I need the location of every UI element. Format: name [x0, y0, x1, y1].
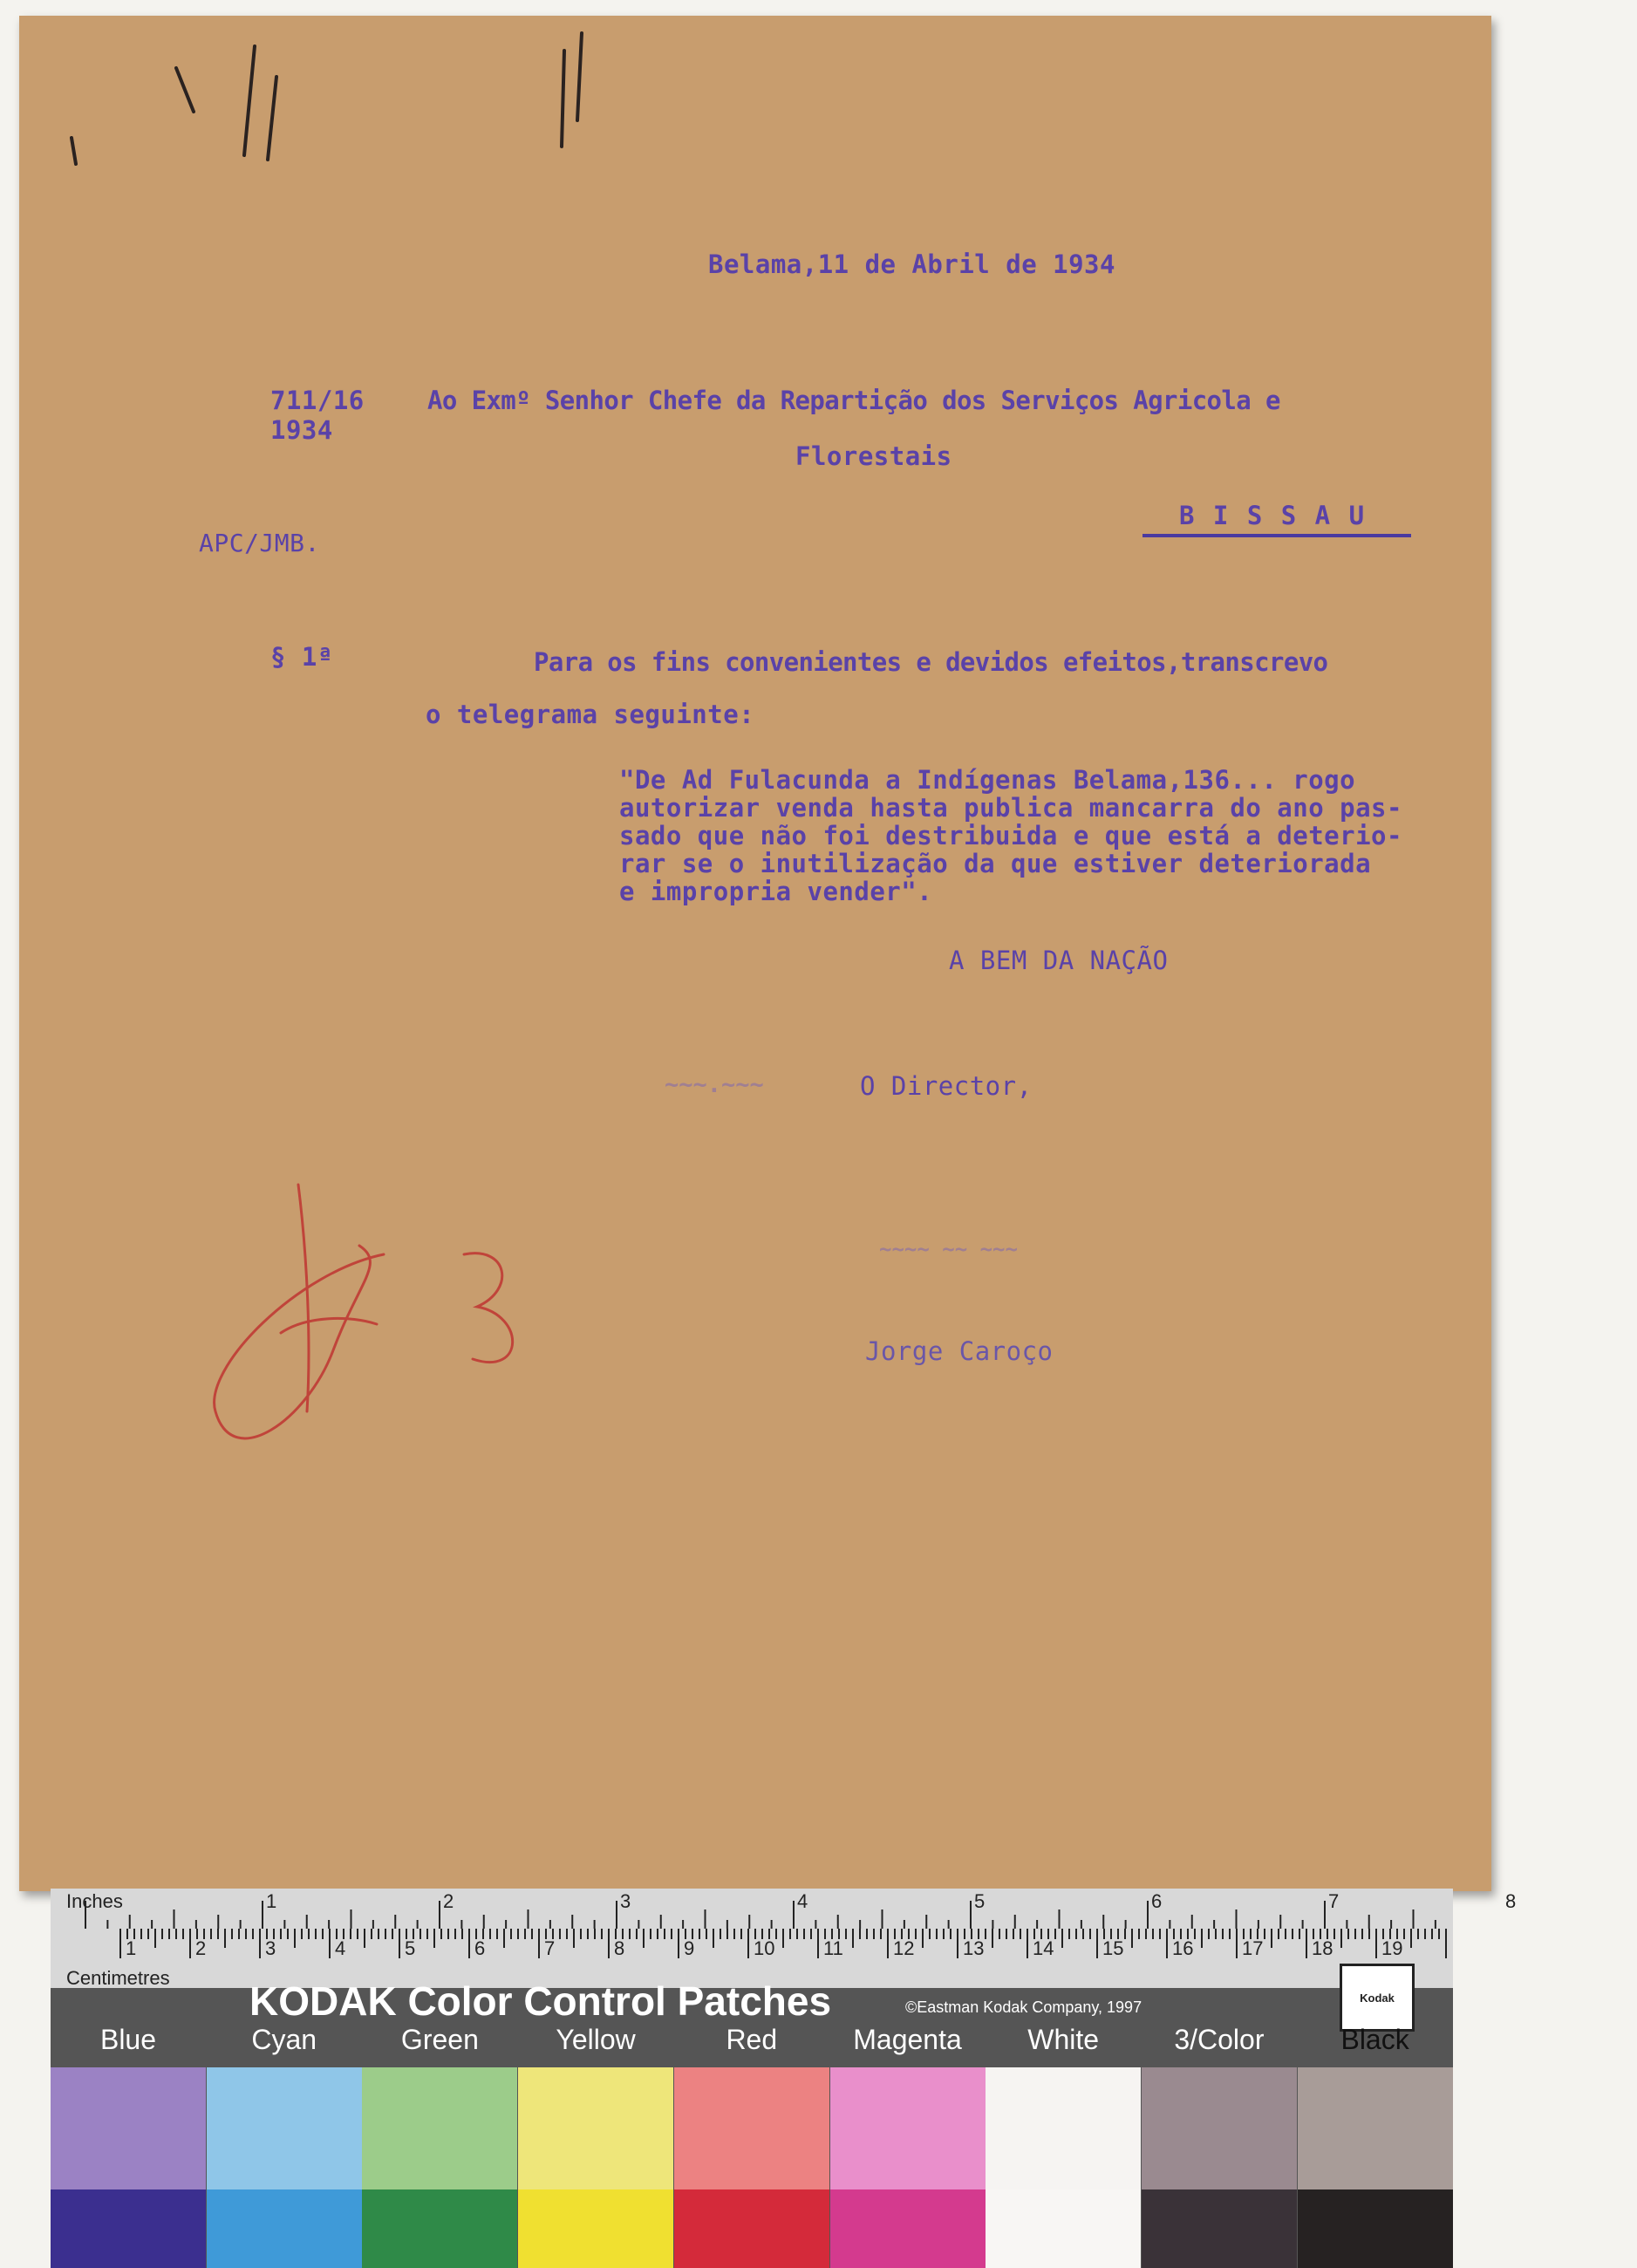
section-mark: § 1ª — [270, 642, 333, 672]
inch-ruler — [51, 1889, 1517, 1930]
cm-number: 1 — [126, 1937, 137, 1959]
cm-number: 18 — [1312, 1937, 1333, 1959]
color-patch-dark — [207, 2189, 362, 2268]
cm-number: 4 — [335, 1937, 346, 1959]
color-patch-light — [830, 2067, 986, 2189]
inch-number: 7 — [1328, 1890, 1340, 1912]
color-patch-dark — [518, 2189, 673, 2268]
color-patch-light — [51, 2067, 206, 2189]
patch-label: Cyan — [251, 2024, 317, 2055]
reference-year: 1934 — [270, 415, 333, 445]
kodak-copyright: ©Eastman Kodak Company, 1997 — [905, 1998, 1142, 2016]
color-patch-dark — [1298, 2189, 1453, 2268]
kodak-logo: Kodak — [1340, 1964, 1415, 2032]
paragraph-line-1: Para os fins convenientes e devidos efeitos,transcrevo — [534, 647, 1328, 677]
inch-number: 3 — [620, 1890, 631, 1912]
destination: B I S S A U — [1179, 501, 1367, 530]
reference-number: 711/16 — [270, 386, 365, 415]
centimetres-label: Centimetres — [66, 1967, 170, 1989]
color-patch-dark — [51, 2189, 206, 2268]
color-patch-light — [518, 2067, 673, 2189]
inch-number: 6 — [1151, 1890, 1163, 1912]
cm-number: 12 — [893, 1937, 915, 1959]
color-patch-light — [674, 2067, 829, 2189]
cm-number: 8 — [614, 1937, 625, 1959]
director-title: O Director, — [860, 1071, 1033, 1101]
color-patch-dark — [362, 2189, 517, 2268]
cm-number: 19 — [1381, 1937, 1403, 1959]
telegram-line-4: rar se o inutilização da que estiver deteriorada — [619, 849, 1372, 878]
handwritten-marks — [19, 16, 1491, 1891]
cm-number: 3 — [265, 1937, 276, 1959]
patch-label: 3/Color — [1174, 2024, 1265, 2055]
recipient-line-2: Florestais — [795, 441, 952, 471]
cm-number: 6 — [474, 1937, 486, 1959]
color-patch-dark — [674, 2189, 829, 2268]
patch-label: Magenta — [853, 2024, 962, 2055]
color-patch-light — [362, 2067, 517, 2189]
faint-stamp-text: ~~~.~~~ — [665, 1071, 764, 1098]
cm-number: 5 — [405, 1937, 416, 1959]
color-patch-dark — [830, 2189, 986, 2268]
cm-number: 16 — [1172, 1937, 1194, 1959]
red-pencil-mark — [215, 1185, 513, 1438]
faint-signature-text: ~~~~ ~~ ~~~ — [879, 1237, 1018, 1261]
inches-label: Inches — [66, 1890, 123, 1912]
patch-label: Blue — [99, 2024, 157, 2055]
inch-number: 4 — [797, 1890, 808, 1912]
color-patch-dark — [1142, 2189, 1297, 2268]
top-pencil-marks — [72, 33, 582, 164]
color-patch-light — [1142, 2067, 1297, 2189]
telegram-line-1: "De Ad Fulacunda a Indígenas Belama,136... rogo — [619, 765, 1356, 795]
kodak-title: KODAK Color Control Patches — [249, 1978, 832, 2024]
color-patch-light — [207, 2067, 362, 2189]
signature-name: Jorge Caroço — [865, 1336, 1054, 1366]
letter-page — [19, 16, 1491, 1891]
cm-number: 15 — [1102, 1937, 1124, 1959]
place-date: Belama,11 de Abril de 1934 — [708, 249, 1115, 279]
kodak-color-target — [51, 1889, 1517, 2268]
telegram-line-2: autorizar venda hasta publica mancarra do ano pas- — [619, 793, 1402, 823]
inch-ticks — [51, 1889, 1453, 1929]
color-patch-light — [1298, 2067, 1453, 2189]
initials: APC/JMB. — [199, 529, 320, 557]
color-patch-dark — [986, 2189, 1141, 2268]
cm-number: 13 — [963, 1937, 985, 1959]
color-patch-light — [986, 2067, 1141, 2189]
patch-label: Green — [400, 2024, 479, 2055]
cm-number: 9 — [684, 1937, 695, 1959]
inch-number: 8 — [1505, 1890, 1517, 1912]
cm-number: 2 — [195, 1937, 207, 1959]
telegram-line-5: e impropria vender". — [619, 877, 933, 906]
inch-number: 2 — [443, 1890, 454, 1912]
patch-label: White — [1027, 2024, 1100, 2055]
patch-label: Yellow — [556, 2024, 636, 2055]
patch-label: Black — [1340, 2024, 1409, 2055]
patch-label: Red — [726, 2024, 778, 2055]
recipient-line-1: Ao Exmº Senhor Chefe da Repartição dos Serviços Agricola e — [427, 386, 1280, 415]
cm-number: 11 — [823, 1937, 843, 1959]
cm-number: 7 — [544, 1937, 556, 1959]
inch-number: 1 — [266, 1890, 277, 1912]
paragraph-line-2: o telegrama seguinte: — [426, 700, 755, 729]
inch-number: 5 — [974, 1890, 986, 1912]
cm-number: 17 — [1242, 1937, 1264, 1959]
closing-phrase: A BEM DA NAÇÃO — [949, 946, 1169, 975]
cm-number: 14 — [1033, 1937, 1054, 1959]
cm-number: 10 — [754, 1937, 775, 1959]
telegram-line-3: sado que não foi destribuida e que está a deterio- — [619, 821, 1402, 850]
